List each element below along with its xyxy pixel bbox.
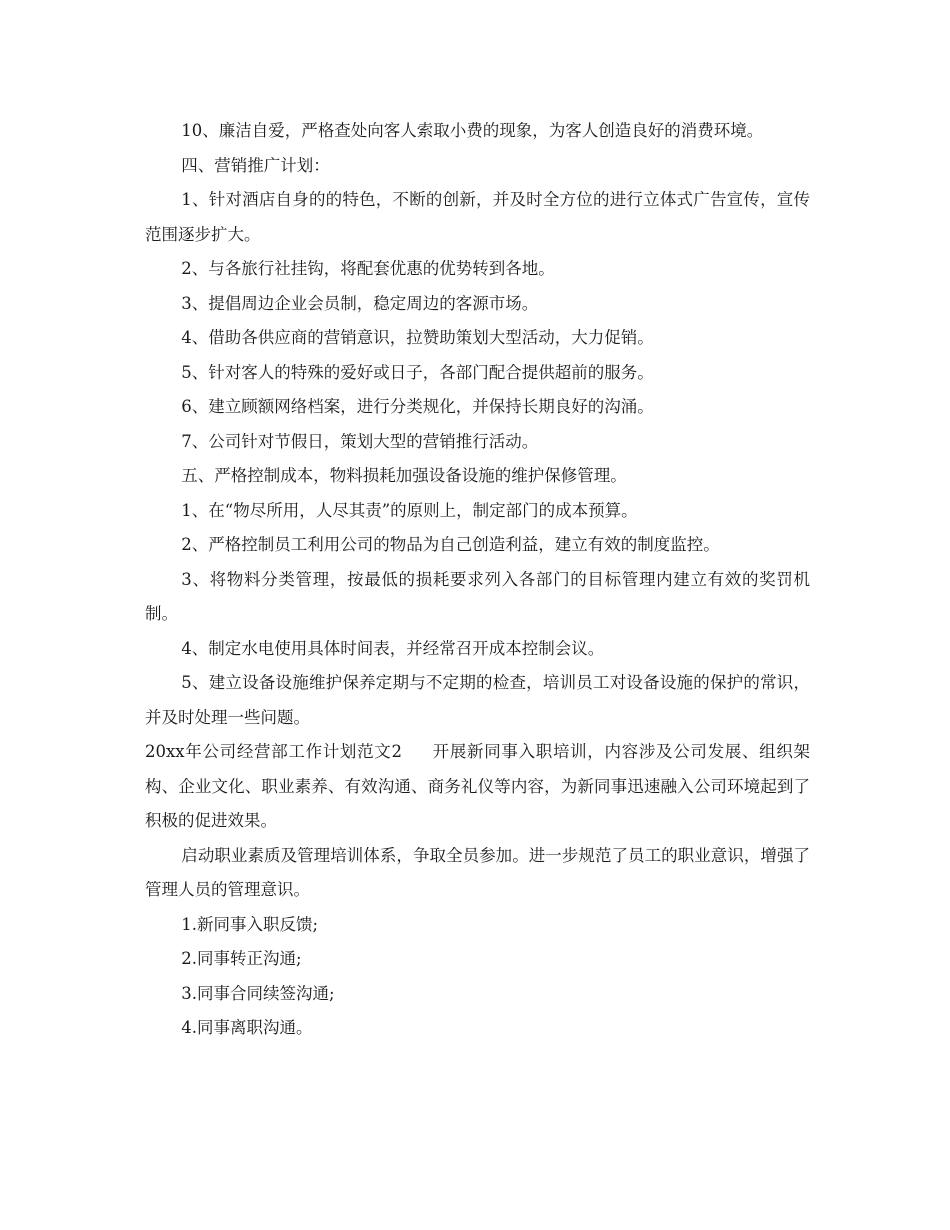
section-paragraph (145, 735, 810, 839)
paragraph: 7、公司针对节假日，策划大型的营销推行活动。 (181, 431, 539, 451)
list-item: 4.同事离职沟通。 (181, 1018, 313, 1037)
document-body (145, 114, 810, 1046)
paragraph: 2、严格控制员工利用公司的物品为自己创造利益，建立有效的制度监控。 (181, 535, 720, 554)
section-heading-marketing: 四、营销推广计划： (181, 155, 330, 175)
paragraph: 5、建立设备设施维护保养定期与不定期的检查，培训员工对设备设施的保护的常识，并及时处理一些问题。 (145, 673, 810, 727)
paragraph: 6、建立顾额网络档案，进行分类规化，并保持长期良好的沟涌。 (181, 397, 654, 416)
paragraph: 5、针对客人的特殊的爱好或日子，各部门配合提供超前的服务。 (181, 362, 654, 382)
section-body: 开展新同事入职培训，内容涉及公司发展、组织架构、企业文化、职业素养、有效沟通、商务礼仪等内容，为新同事迅速融入公司环境起到了积极的促进效果。 (145, 742, 811, 830)
list-item: 1.新同事入职反馈; (181, 914, 319, 934)
paragraph: 3、将物料分类管理，按最低的损耗要求列入各部门的目标管理内建立有效的奖罚机制。 (145, 569, 810, 623)
paragraph: 10、廉洁自爱，严格查处向客人索取小费的现象，为客人创造良好的消费环境。 (181, 121, 764, 140)
paragraph: 3、提倡周边企业会员制，稳定周边的客源市场。 (181, 293, 539, 313)
paragraph: 4、借助各供应商的营销意识，拉赞助策划大型活动，大力促销。 (181, 328, 654, 347)
paragraph: 1、针对酒店自身的的特色，不断的创新，并及时全方位的进行立体式广告宣传，宣传范围逐步扩大。 (145, 190, 810, 244)
section-title: 20xx年公司经营部工作计划范文2 (145, 742, 402, 761)
list-item: 2.同事转正沟通; (181, 949, 302, 968)
paragraph: 2、与各旅行社挂钩，将配套优惠的优势转到各地。 (181, 259, 555, 278)
paragraph: 4、制定水电使用具体时间表，并经常召开成本控制会议。 (181, 638, 605, 658)
paragraph: 1、在“物尽所用，人尽其责”的原则上，制定部门的成本预算。 (181, 500, 638, 520)
list-item: 3.同事合同续签沟通; (181, 983, 335, 1003)
section-heading-cost-control: 五、严格控制成本，物料损耗加强设备设施的维护保修管理。 (181, 466, 627, 485)
paragraph: 启动职业素质及管理培训体系，争取全员参加。进一步规范了员工的职业意识，增强了管理人员的管理意识。 (145, 845, 810, 899)
